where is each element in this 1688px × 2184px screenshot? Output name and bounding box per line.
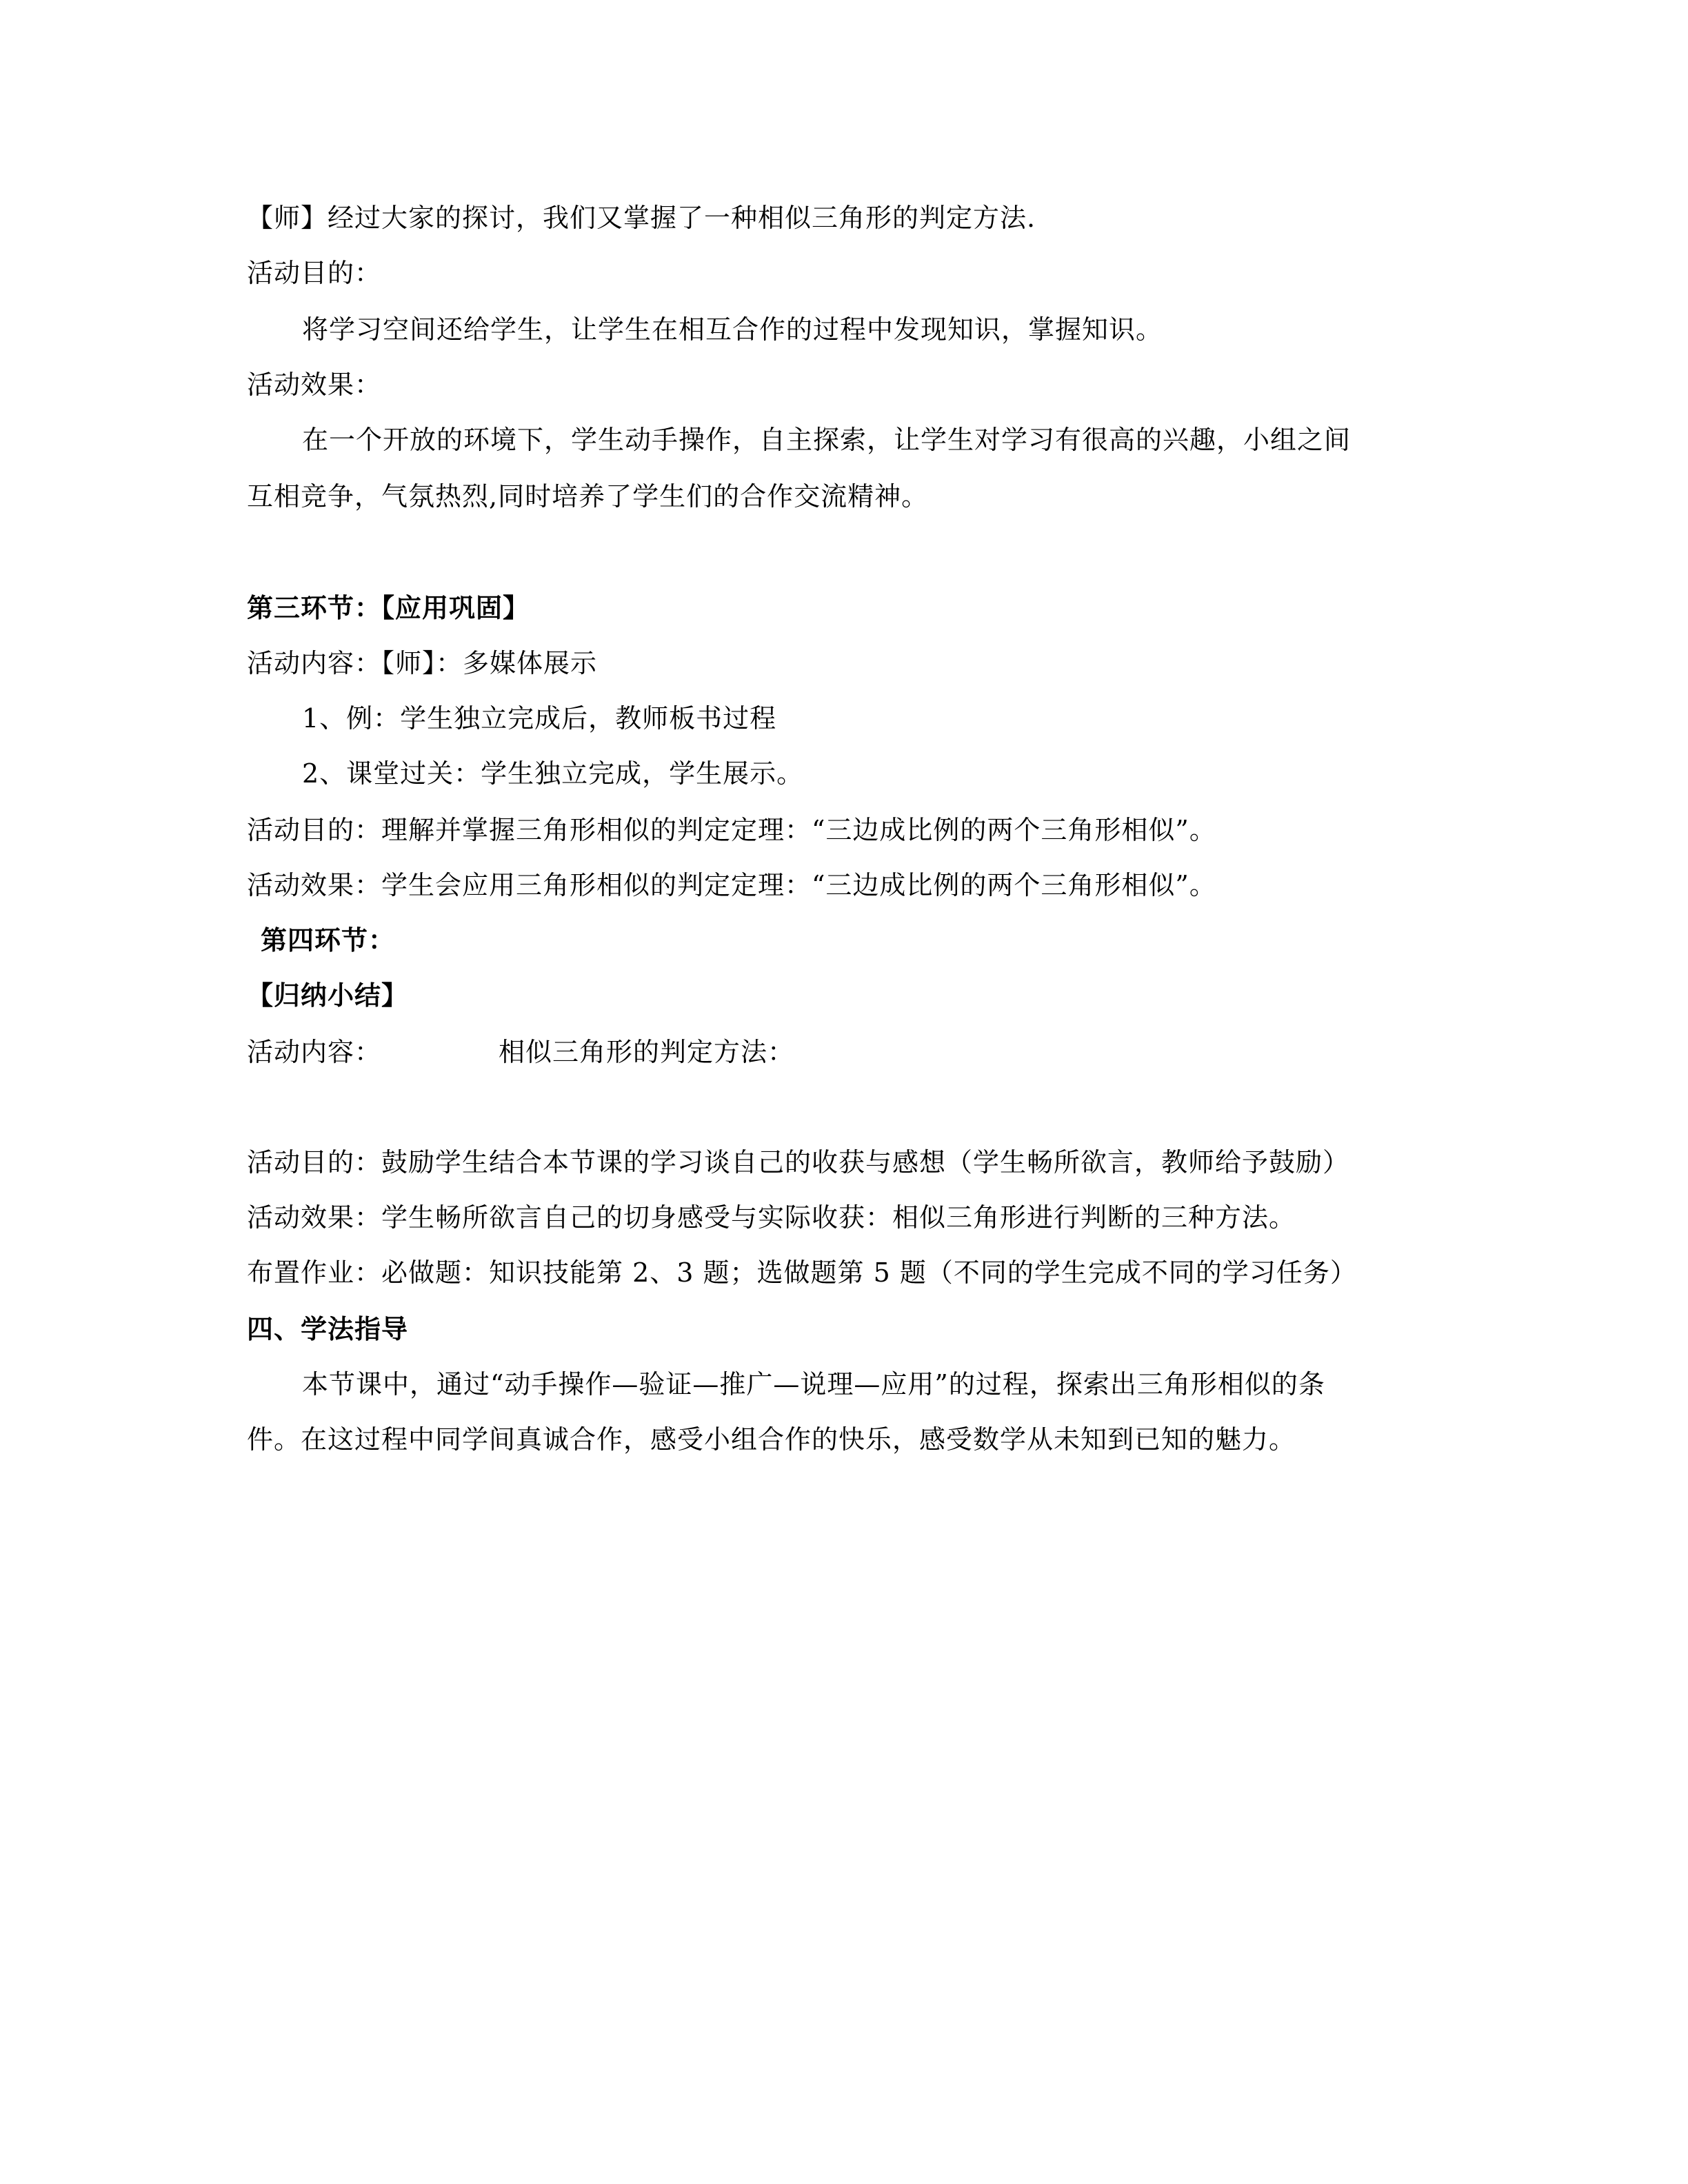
activity-effect-text-2: 互相竞争，气氛热烈,同时培养了学生们的合作交流精神。 — [247, 481, 929, 512]
study-guidance-text-1: 本节课中，通过“动手操作—验证—推广—说理—应用”的过程，探索出三角形相似的条 — [302, 1369, 1325, 1399]
activity-effect-text-1: 在一个开放的环境下，学生动手操作，自主探索，让学生对学习有很高的兴趣，小组之间 — [302, 425, 1352, 455]
study-guidance-text-2: 件。在这过程中同学间真诚合作，感受小组合作的快乐，感受数学从未知到已知的魅力。 — [247, 1424, 1296, 1455]
section-four-heading: 第四环节： — [261, 925, 396, 956]
section-three-content: 活动内容：【师】：多媒体展示 — [247, 648, 598, 678]
section-three-heading: 第三环节：【应用巩固】 — [247, 593, 530, 623]
homework-assignment: 布置作业：必做题：知识技能第 2、3 题；选做题第 5 题（不同的学生完成不同的学习任务） — [247, 1257, 1357, 1288]
section-three-effect: 活动效果：学生会应用三角形相似的判定定理：“三边成比例的两个三角形相似”。 — [247, 870, 1216, 900]
section-three-purpose: 活动目的：理解并掌握三角形相似的判定定理：“三边成比例的两个三角形相似”。 — [247, 815, 1216, 845]
summary-content-label: 活动内容： — [247, 1037, 382, 1067]
summary-effect: 活动效果：学生畅所欲言自己的切身感受与实际收获：相似三角形进行判断的三种方法。 — [247, 1202, 1296, 1233]
example-item: 1、例：学生独立完成后，教师板书过程 — [302, 703, 777, 734]
summary-heading: 【归纳小结】 — [247, 980, 409, 1011]
activity-effect-label: 活动效果： — [247, 370, 382, 400]
summary-content — [247, 1034, 794, 1070]
study-guidance-heading: 四、学法指导 — [247, 1314, 409, 1344]
activity-purpose-label: 活动目的： — [247, 258, 382, 288]
teacher-summary-line: 【师】经过大家的探讨，我们又掌握了一种相似三角形的判定方法. — [247, 203, 1036, 233]
class-check-item: 2、课堂过关：学生独立完成，学生展示。 — [302, 758, 804, 789]
activity-purpose-text: 将学习空间还给学生，让学生在相互合作的过程中发现知识，掌握知识。 — [302, 314, 1163, 345]
summary-content-text: 相似三角形的判定方法： — [499, 1037, 795, 1067]
summary-purpose: 活动目的：鼓励学生结合本节课的学习谈自己的收获与感想（学生畅所欲言，教师给予鼓励） — [247, 1147, 1350, 1177]
